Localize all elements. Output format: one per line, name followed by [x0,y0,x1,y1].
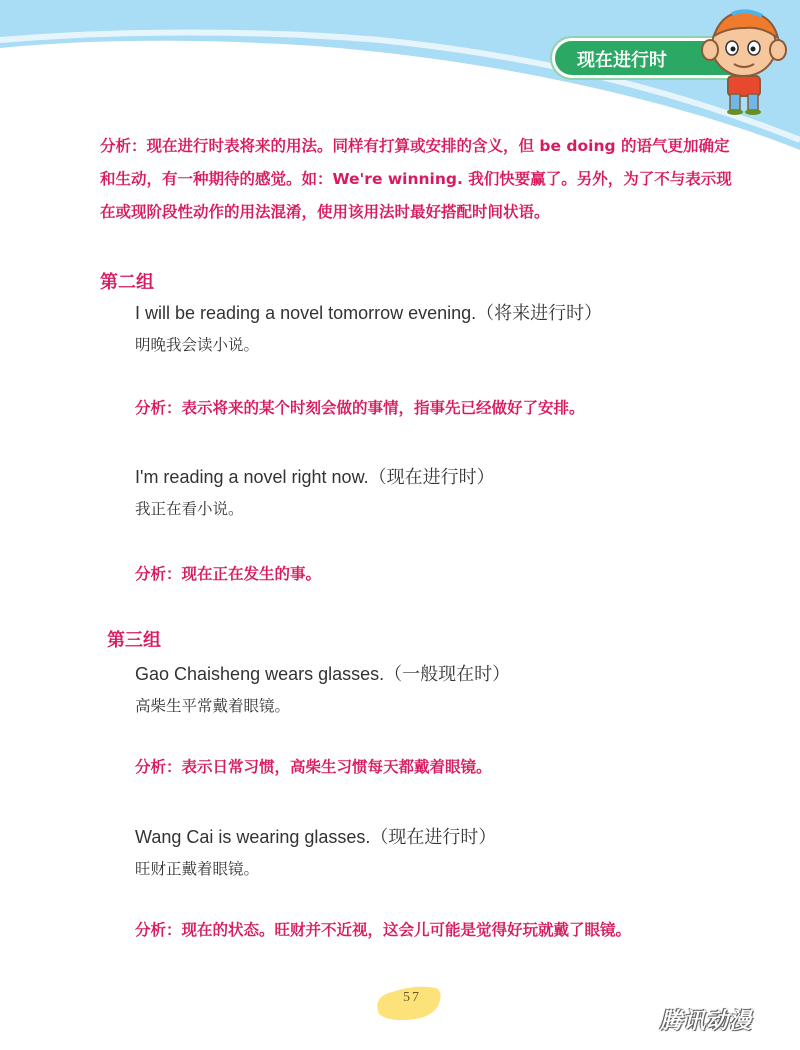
example-chinese: 我正在看小说。 [135,500,244,518]
example-analysis: 分析：表示日常习惯，高柴生习惯每天都戴着眼镜。 [135,758,492,776]
page-number: 57 [403,990,421,1005]
watermark-logo: 腾讯动漫 [660,1009,753,1034]
group-title: 第二组 [100,272,154,293]
example-english: Wang Cai is wearing glasses.（现在进行时） [135,827,497,847]
example-english: I will be reading a novel tomorrow evening.（将来进行时） [135,303,603,323]
section-badge: 现在进行时 [552,38,742,78]
example-chinese: 明晚我会读小说。 [135,336,260,354]
example-english: I'm reading a novel right now.（现在进行时） [135,467,495,487]
group-title: 第三组 [107,630,161,651]
example-english: Gao Chaisheng wears glasses.（一般现在时） [135,664,511,684]
example-analysis: 分析：现在的状态。旺财并不近视，这会儿可能是觉得好玩就戴了眼镜。 [135,921,632,939]
example-analysis: 分析：现在正在发生的事。 [135,565,322,583]
example-chinese: 旺财正戴着眼镜。 [135,860,260,878]
intro-analysis: 分析：现在进行时表将来的用法。同样有打算或安排的含义，但 be doing 的语气更加确定和生动，有一种期待的感觉。如：We're winning. 我们快要赢了。另外，为了不与表示现在或现阶段性动作的用法混淆，使用该用法时最好搭配时间状语。 [100,137,732,221]
example-chinese: 高柴生平常戴着眼镜。 [135,697,291,715]
example-analysis: 分析：表示将来的某个时刻会做的事情，指事先已经做好了安排。 [135,399,585,417]
